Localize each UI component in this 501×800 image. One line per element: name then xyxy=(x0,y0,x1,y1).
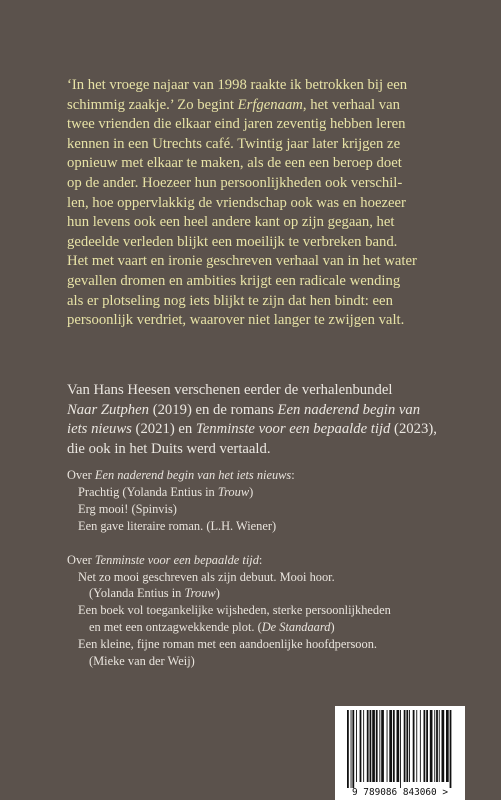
barcode-bar xyxy=(450,710,452,788)
barcode-bar xyxy=(351,710,352,788)
review-quote: Net zo mooi geschreven als zijn debuut. Mooi hoor. xyxy=(78,569,335,584)
review-quote: Een boek vol toegankelijke wijsheden, sterke persoonlijkheden xyxy=(78,603,391,618)
barcode-bar xyxy=(376,710,378,782)
barcode-bar xyxy=(393,710,395,782)
barcode-bar xyxy=(347,710,349,788)
blurb xyxy=(67,76,467,331)
barcode-bar xyxy=(434,710,435,782)
barcode-bar xyxy=(416,710,417,782)
barcode-bar xyxy=(442,710,445,782)
barcode-bar xyxy=(389,710,392,782)
barcode-bar xyxy=(356,710,357,782)
barcode-bar xyxy=(372,710,375,782)
review-heading: Over Tenminste voor een bepaalde tijd: xyxy=(67,552,263,567)
barcode-bar xyxy=(379,710,380,782)
barcode-bar xyxy=(352,710,354,788)
review-quote: Een gave literaire roman. (L.H. Wiener) xyxy=(78,518,277,533)
blurb-line: hun levens ook een heel andere kant op zijn gegaan, het xyxy=(67,214,395,231)
blurb-line: len, hoe oppervlakkig de vriendschap ook was en hoezeer xyxy=(67,194,406,211)
review-source: en met een ontzagwekkende plot. (De Standaard) xyxy=(89,620,335,635)
barcode-bar xyxy=(360,710,362,782)
barcode-bar xyxy=(426,710,428,782)
barcode-bar xyxy=(446,710,449,782)
blurb-line: persoonlijk verdriet, waarover niet langer te zwijgen valt. xyxy=(67,312,405,329)
barcode-bar xyxy=(436,710,438,782)
barcode-bar xyxy=(404,710,406,782)
blurb-line: schimmig zaakje.’ Zo begint Erfgenaam, het verhaal van xyxy=(67,96,400,113)
bio-line: Van Hans Heesen verschenen eerder de verhalenbundel xyxy=(67,382,393,398)
blurb-line: gedeelde verleden blijkt een moeilijk te verbreken band. xyxy=(67,233,398,250)
review-quote: Erg mooi! (Spinvis) xyxy=(78,501,177,516)
barcode-bar xyxy=(397,710,400,782)
isbn-digits: 9 789086 843060 > xyxy=(352,787,448,798)
blurb-line: Het met vaart en ironie geschreven verhaal van in het water xyxy=(67,253,417,270)
barcode-icon xyxy=(335,706,465,800)
barcode-bar xyxy=(424,710,426,782)
blurb-line: gevallen dromen en ambities krijgt een radicale wending xyxy=(67,272,401,289)
author-bio xyxy=(67,381,467,459)
barcode-bar xyxy=(367,710,369,782)
book-title: Erfgenaam xyxy=(237,96,303,113)
blurb-line: kennen in een Utrechts café. Twintig jaar later krijgen ze xyxy=(67,135,401,152)
review-quote: Een kleine, fijne roman met een aandoenlijke hoofdpersoon. xyxy=(78,637,377,652)
barcode-bar xyxy=(370,710,372,782)
bio-line: die ook in het Duits werd vertaald. xyxy=(67,440,271,457)
blurb-line: als er plotseling nog iets blijkt te zijn dat hen bindt: een xyxy=(67,292,393,309)
blurb-line: ‘In het vroege najaar van 1998 raakte ik betrokken bij een xyxy=(67,77,408,93)
barcode-bar xyxy=(387,710,388,782)
barcode-bar xyxy=(406,710,408,782)
review-quote: Prachtig (Yolanda Entius in Trouw) xyxy=(78,484,254,499)
isbn-barcode xyxy=(335,706,465,800)
blurb-line: opnieuw met elkaar te maken, als de een een beroep doet xyxy=(67,155,402,172)
barcode-bar xyxy=(409,710,410,782)
review-source: (Yolanda Entius in Trouw) xyxy=(89,586,220,601)
blurb-line: twee vrienden die elkaar eind jaren zeventig hebben leren xyxy=(67,116,406,133)
barcode-bar xyxy=(430,710,433,782)
barcode-bar xyxy=(420,710,421,782)
barcode-bar xyxy=(381,710,384,782)
blurb-line: op de ander. Hoezeer hun persoonlijkheden ook verschil- xyxy=(67,174,403,191)
review-heading: Over Een naderend begin van het iets nieuws: xyxy=(67,468,295,482)
barcode-bar xyxy=(413,710,415,782)
barcode-bar xyxy=(439,710,440,782)
barcode-bar xyxy=(400,710,401,788)
review-source: (Mieke van der Weij) xyxy=(89,654,195,669)
barcode-bar xyxy=(363,710,364,782)
bio-line: iets nieuws (2021) en Tenminste voor een bepaalde tijd (2023), xyxy=(67,421,437,438)
reviews xyxy=(67,467,477,670)
bio-line: Naar Zutphen (2019) en de romans Een naderend begin van xyxy=(67,401,421,418)
